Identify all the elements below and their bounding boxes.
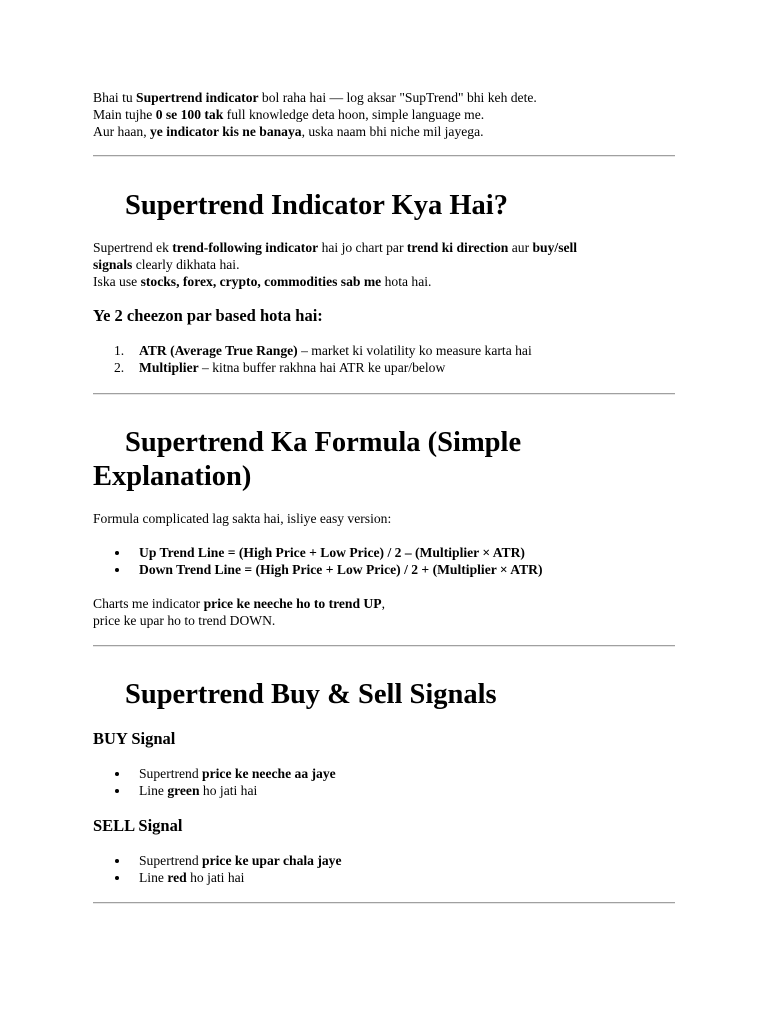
bullet-icon (115, 859, 119, 863)
sell-list (93, 852, 675, 886)
intro-paragraph (93, 89, 675, 140)
list-item: Line red ho jati hai (93, 869, 675, 886)
formula-note: Charts me indicator price ke neeche ho to trend UP, price ke upar ho to trend DOWN. (93, 596, 385, 628)
formula-list (93, 544, 675, 578)
list-item: Up Trend Line = (High Price + Low Price) / 2 – (Multiplier × ATR) (93, 544, 675, 561)
list-item: 1. ATR (Average True Range) – market ki volatility ko measure karta hai (114, 343, 532, 358)
numbered-list (93, 342, 675, 376)
list-item: Supertrend price ke neeche aa jaye (93, 765, 675, 782)
buy-list (93, 765, 675, 799)
divider (93, 902, 675, 904)
section1-paragraph: Supertrend ek trend-following indicator hai jo chart par trend ki direction aur buy/sell signals clearly dikhata hai. Iska use stocks, forex, crypto, commodities sab me hota hai. (93, 240, 578, 289)
list-item: Down Trend Line = (High Price + Low Price) / 2 + (Multiplier × ATR) (93, 561, 675, 578)
bullet-icon (115, 772, 119, 776)
subheading-based-on: Ye 2 cheezon par based hota hai: (93, 306, 323, 325)
subheading-buy-signal: BUY Signal (93, 729, 176, 748)
bullet-icon (115, 568, 119, 572)
intro-line-3: Aur haan, ye indicator kis ne banaya, uska naam bhi niche mil jayega. (93, 124, 484, 139)
list-item: Line green ho jati hai (93, 782, 675, 799)
bullet-icon (115, 876, 119, 880)
section-heading-what-is: Supertrend Indicator Kya Hai? (125, 190, 508, 221)
bullet-icon (115, 551, 119, 555)
intro-line-2: Main tujhe 0 se 100 tak full knowledge deta hoon, simple language me. (93, 107, 485, 122)
subheading-sell-signal: SELL Signal (93, 816, 183, 835)
bullet-icon (115, 789, 119, 793)
divider (93, 645, 675, 647)
divider (93, 393, 675, 395)
list-item: 2. Multiplier – kitna buffer rakhna hai ATR ke upar/below (114, 360, 446, 375)
section-heading-signals: Supertrend Buy & Sell Signals (125, 679, 497, 710)
intro-line-1: Bhai tu Supertrend indicator bol raha hai — log aksar "SupTrend" bhi keh dete. (93, 90, 537, 105)
section-heading-formula: Supertrend Ka Formula (Simple Explanation) (93, 427, 522, 492)
list-item: Supertrend price ke upar chala jaye (93, 852, 675, 869)
formula-intro: Formula complicated lag sakta hai, isliye easy version: (93, 511, 392, 526)
divider (93, 155, 675, 157)
